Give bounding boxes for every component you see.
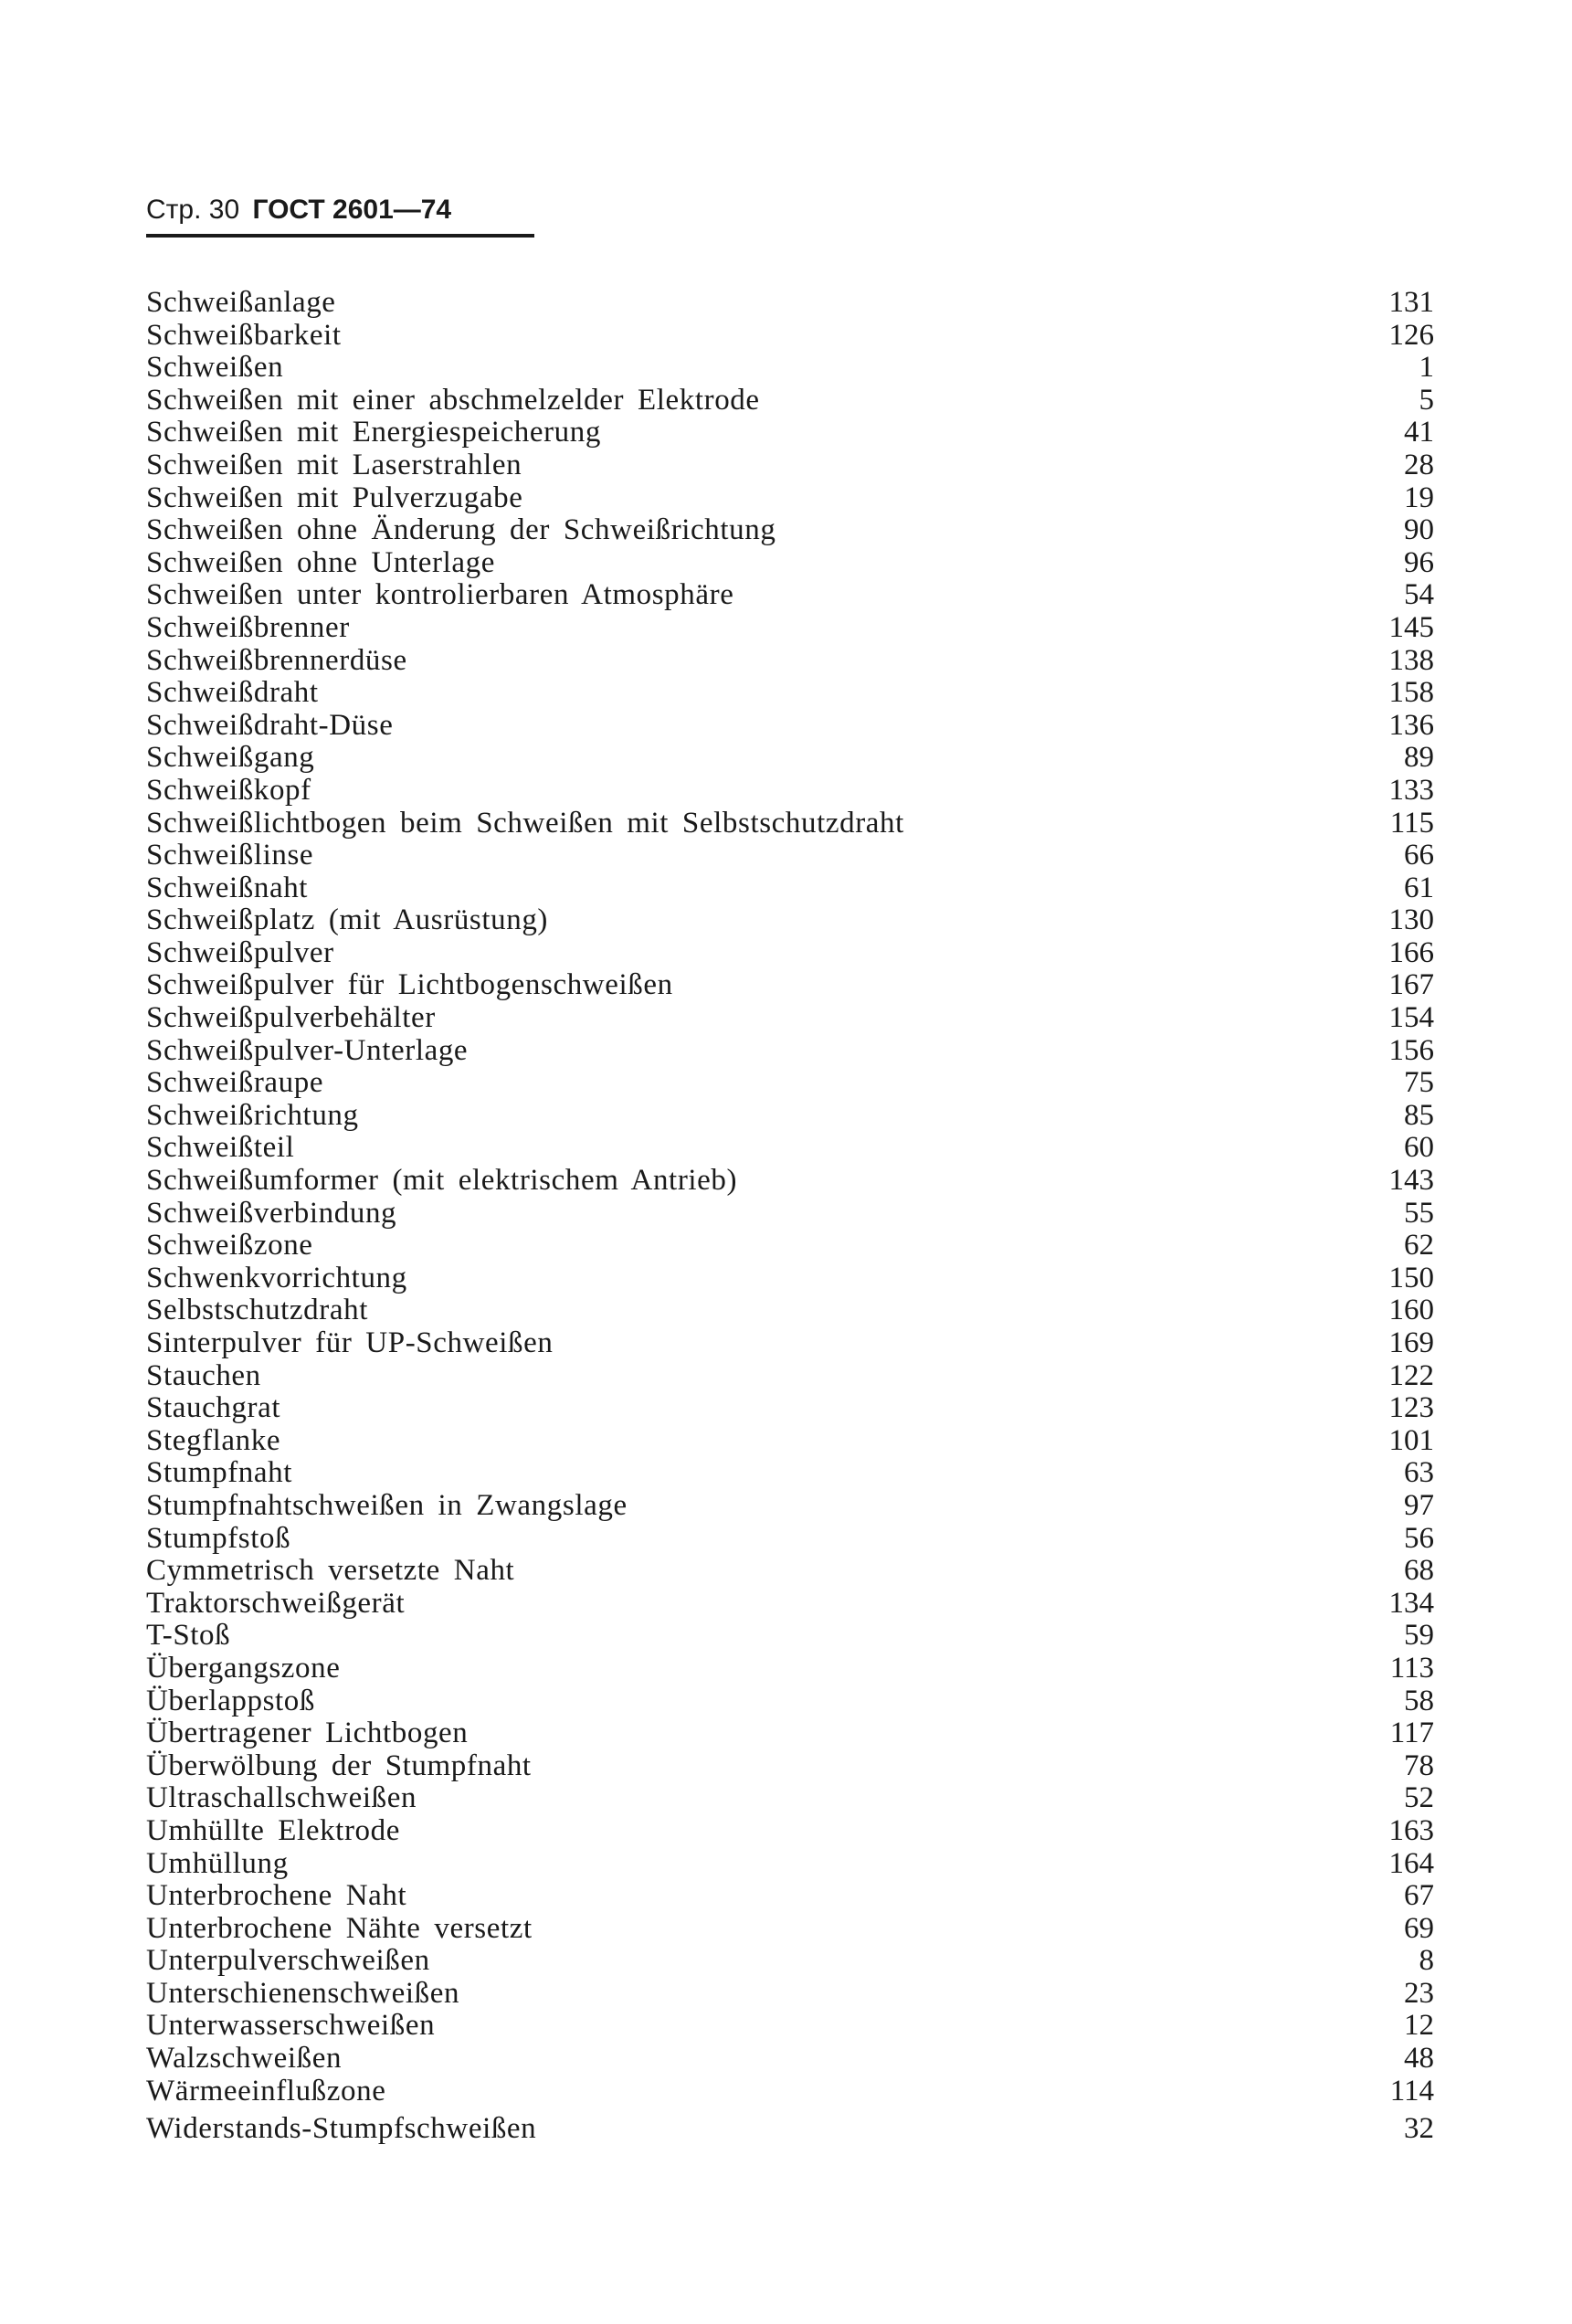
index-entry bbox=[146, 1067, 1434, 1100]
index-number: 117 bbox=[1389, 1717, 1434, 1750]
index-number: 23 bbox=[1404, 1976, 1434, 2010]
index-number: 150 bbox=[1388, 1261, 1434, 1294]
index-term: Schweißplatz (mit Ausrüstung) bbox=[146, 903, 549, 937]
index-term: Schweißlichtbogen beim Schweißen mit Selbstschutzdraht bbox=[146, 806, 904, 840]
index-entry bbox=[146, 1392, 1434, 1425]
index-entry bbox=[146, 1360, 1434, 1393]
index-term: Wärmeeinflußzone bbox=[146, 2074, 386, 2107]
index-term: Übergangszone bbox=[146, 1651, 341, 1685]
index-entry bbox=[146, 1945, 1434, 1978]
index-term: Schweißraupe bbox=[146, 1066, 324, 1100]
index-list bbox=[146, 287, 1434, 2146]
index-number: 114 bbox=[1389, 2074, 1434, 2107]
index-number: 131 bbox=[1388, 286, 1434, 319]
index-entry bbox=[146, 1913, 1434, 1946]
index-entry bbox=[146, 645, 1434, 678]
index-number: 90 bbox=[1404, 513, 1434, 547]
index-number: 164 bbox=[1388, 1846, 1434, 1880]
index-entry bbox=[146, 1457, 1434, 1490]
index-number: 41 bbox=[1404, 416, 1434, 449]
index-term: Unterbrochene Nähte versetzt bbox=[146, 1911, 533, 1945]
index-entry bbox=[146, 1815, 1434, 1848]
index-term: Traktorschweißgerät bbox=[146, 1586, 406, 1620]
index-term: Schweißen unter kontrolierbaren Atmosphäre bbox=[146, 578, 734, 612]
index-term: Schweißen mit einer abschmelzelder Elektrode bbox=[146, 383, 760, 417]
index-entry bbox=[146, 547, 1434, 580]
index-term: Schweißen mit Pulverzugabe bbox=[146, 481, 523, 514]
index-entry bbox=[146, 1002, 1434, 1035]
index-entry bbox=[146, 840, 1434, 872]
index-entry bbox=[146, 1230, 1434, 1262]
index-entry bbox=[146, 904, 1434, 937]
index-number: 78 bbox=[1404, 1748, 1434, 1782]
index-entry bbox=[146, 1035, 1434, 1068]
index-number: 48 bbox=[1404, 2042, 1434, 2076]
index-number: 66 bbox=[1404, 839, 1434, 872]
index-term: Schweißen mit Laserstrahlen bbox=[146, 448, 522, 481]
index-number: 62 bbox=[1404, 1229, 1434, 1262]
index-term: Schweißdraht-Düse bbox=[146, 708, 394, 742]
index-term: Schweißrichtung bbox=[146, 1098, 359, 1132]
index-number: 63 bbox=[1404, 1456, 1434, 1490]
index-term: Schweißverbindung bbox=[146, 1196, 397, 1230]
index-term: Unterpulverschweißen bbox=[146, 1944, 430, 1978]
index-term: Schweißbrennerdüse bbox=[146, 643, 407, 677]
index-number: 89 bbox=[1404, 741, 1434, 775]
index-entry bbox=[146, 742, 1434, 775]
index-number: 126 bbox=[1388, 318, 1434, 352]
page-header bbox=[146, 194, 539, 236]
index-number: 68 bbox=[1404, 1554, 1434, 1588]
index-entry bbox=[146, 482, 1434, 515]
index-term: Cymmetrisch versetzte Naht bbox=[146, 1554, 515, 1588]
index-term: Unterbrochene Naht bbox=[146, 1879, 407, 1913]
index-entry bbox=[146, 612, 1434, 645]
index-number: 166 bbox=[1388, 935, 1434, 969]
index-number: 60 bbox=[1404, 1131, 1434, 1165]
index-term: Sinterpulver für UP-Schweißen bbox=[146, 1326, 554, 1359]
index-number: 145 bbox=[1388, 610, 1434, 644]
index-term: Schweißzone bbox=[146, 1229, 313, 1262]
page-number: Стр. 30 bbox=[146, 195, 240, 225]
index-entry bbox=[146, 775, 1434, 808]
index-entry bbox=[146, 1523, 1434, 1556]
index-entry bbox=[146, 969, 1434, 1002]
index-number: 75 bbox=[1404, 1066, 1434, 1100]
index-number: 138 bbox=[1388, 643, 1434, 677]
index-term: Überlappstoß bbox=[146, 1684, 315, 1717]
index-term: Schweißpulverbehälter bbox=[146, 1001, 436, 1035]
index-number: 115 bbox=[1389, 806, 1434, 840]
index-number: 158 bbox=[1388, 676, 1434, 710]
index-term: Schweißgang bbox=[146, 741, 315, 775]
index-number: 130 bbox=[1388, 903, 1434, 937]
index-term: Selbstschutzdraht bbox=[146, 1294, 368, 1327]
header-rule bbox=[146, 234, 534, 238]
index-number: 28 bbox=[1404, 448, 1434, 481]
index-number: 52 bbox=[1404, 1781, 1434, 1815]
index-entry bbox=[146, 1880, 1434, 1913]
index-number: 58 bbox=[1404, 1684, 1434, 1717]
index-term: Schweißumformer (mit elektrischem Antrieb) bbox=[146, 1164, 738, 1198]
index-term: Schweißen mit Energiespeicherung bbox=[146, 416, 601, 449]
index-entry bbox=[146, 808, 1434, 840]
index-term: Stumpfnahtschweißen in Zwangslage bbox=[146, 1488, 628, 1522]
index-entry bbox=[146, 872, 1434, 905]
index-term: Schweißlinse bbox=[146, 839, 314, 872]
index-number: 133 bbox=[1388, 773, 1434, 807]
index-entry bbox=[146, 1425, 1434, 1458]
index-number: 56 bbox=[1404, 1521, 1434, 1555]
index-entry bbox=[146, 449, 1434, 482]
index-entry bbox=[146, 1978, 1434, 2011]
index-term: Schweißen ohne Unterlage bbox=[146, 545, 495, 579]
index-entry bbox=[146, 1490, 1434, 1523]
index-entry bbox=[146, 1132, 1434, 1165]
index-term: Schweißpulver-Unterlage bbox=[146, 1033, 469, 1067]
index-number: 5 bbox=[1419, 383, 1434, 417]
index-term: Schwenkvorrichtung bbox=[146, 1261, 407, 1294]
index-term: Umhüllte Elektrode bbox=[146, 1813, 400, 1847]
index-number: 12 bbox=[1404, 2009, 1434, 2043]
index-number: 85 bbox=[1404, 1098, 1434, 1132]
index-entry bbox=[146, 2076, 1434, 2108]
index-number: 54 bbox=[1404, 578, 1434, 612]
index-term: Übertragener Lichtbogen bbox=[146, 1717, 469, 1750]
index-entry bbox=[146, 417, 1434, 449]
index-number: 163 bbox=[1388, 1813, 1434, 1847]
index-number: 143 bbox=[1388, 1164, 1434, 1198]
index-entry bbox=[146, 1100, 1434, 1133]
index-term: Schweißanlage bbox=[146, 286, 336, 319]
index-number: 55 bbox=[1404, 1196, 1434, 1230]
index-entry bbox=[146, 937, 1434, 970]
index-number: 69 bbox=[1404, 1911, 1434, 1945]
index-entry bbox=[146, 1294, 1434, 1327]
index-entry bbox=[146, 1750, 1434, 1783]
index-term: Widerstands-Stumpfschweißen bbox=[146, 2112, 537, 2146]
index-number: 1 bbox=[1419, 351, 1434, 385]
index-entry bbox=[146, 514, 1434, 547]
index-number: 167 bbox=[1388, 968, 1434, 1002]
index-term: Schweißbarkeit bbox=[146, 318, 342, 352]
index-number: 101 bbox=[1388, 1423, 1434, 1457]
index-entry bbox=[146, 1262, 1434, 1295]
index-number: 32 bbox=[1404, 2112, 1434, 2146]
index-entry bbox=[146, 579, 1434, 612]
index-entry bbox=[146, 2043, 1434, 2076]
index-number: 67 bbox=[1404, 1879, 1434, 1913]
index-entry bbox=[146, 710, 1434, 743]
index-entry bbox=[146, 677, 1434, 710]
index-entry bbox=[146, 1165, 1434, 1198]
index-term: Stauchen bbox=[146, 1358, 261, 1392]
index-entry bbox=[146, 1848, 1434, 1881]
index-term: Schweißteil bbox=[146, 1131, 295, 1165]
index-entry bbox=[146, 1327, 1434, 1360]
index-entry bbox=[146, 1588, 1434, 1621]
index-term: Stumpfnaht bbox=[146, 1456, 292, 1490]
index-entry bbox=[146, 1685, 1434, 1718]
index-entry bbox=[146, 1717, 1434, 1750]
index-term: Stumpfstoß bbox=[146, 1521, 291, 1555]
index-entry bbox=[146, 352, 1434, 385]
index-term: Schweißpulver für Lichtbogenschweißen bbox=[146, 968, 673, 1002]
index-number: 123 bbox=[1388, 1391, 1434, 1425]
index-number: 154 bbox=[1388, 1001, 1434, 1035]
index-entry bbox=[146, 385, 1434, 417]
index-number: 8 bbox=[1419, 1944, 1434, 1978]
index-term: Schweißnaht bbox=[146, 871, 309, 904]
index-number: 59 bbox=[1404, 1619, 1434, 1653]
index-term: Umhüllung bbox=[146, 1846, 289, 1880]
index-term: Unterschienenschweißen bbox=[146, 1976, 460, 2010]
index-term: Unterwasserschweißen bbox=[146, 2009, 436, 2043]
index-term: Schweißen bbox=[146, 351, 284, 385]
index-term: Stauchgrat bbox=[146, 1391, 281, 1425]
index-term: Walzschweißen bbox=[146, 2042, 343, 2076]
index-term: Schweißkopf bbox=[146, 773, 311, 807]
index-number: 113 bbox=[1389, 1651, 1434, 1685]
index-entry bbox=[146, 1782, 1434, 1815]
index-entry bbox=[146, 287, 1434, 320]
index-entry bbox=[146, 2010, 1434, 2043]
standard-designation: ГОСТ 2601—74 bbox=[252, 195, 452, 225]
index-number: 97 bbox=[1404, 1488, 1434, 1522]
index-number: 122 bbox=[1388, 1358, 1434, 1392]
index-number: 169 bbox=[1388, 1326, 1434, 1359]
index-entry bbox=[146, 1620, 1434, 1653]
index-term: Schweißdraht bbox=[146, 676, 319, 710]
index-term: Stegflanke bbox=[146, 1423, 281, 1457]
index-number: 160 bbox=[1388, 1294, 1434, 1327]
index-number: 96 bbox=[1404, 545, 1434, 579]
index-entry bbox=[146, 320, 1434, 353]
index-term: Ultraschallschweißen bbox=[146, 1781, 417, 1815]
index-term: Schweißen ohne Änderung der Schweißrichtung bbox=[146, 513, 776, 547]
index-entry bbox=[146, 1653, 1434, 1685]
index-term: Schweißbrenner bbox=[146, 610, 350, 644]
index-term: Überwölbung der Stumpfnaht bbox=[146, 1748, 532, 1782]
index-number: 19 bbox=[1404, 481, 1434, 514]
index-entry bbox=[146, 1198, 1434, 1231]
index-entry bbox=[146, 2113, 1434, 2146]
index-number: 156 bbox=[1388, 1033, 1434, 1067]
index-number: 61 bbox=[1404, 871, 1434, 904]
index-term: Schweißpulver bbox=[146, 935, 334, 969]
index-number: 134 bbox=[1388, 1586, 1434, 1620]
index-term: T-Stoß bbox=[146, 1619, 231, 1653]
index-number: 136 bbox=[1388, 708, 1434, 742]
index-entry bbox=[146, 1555, 1434, 1588]
